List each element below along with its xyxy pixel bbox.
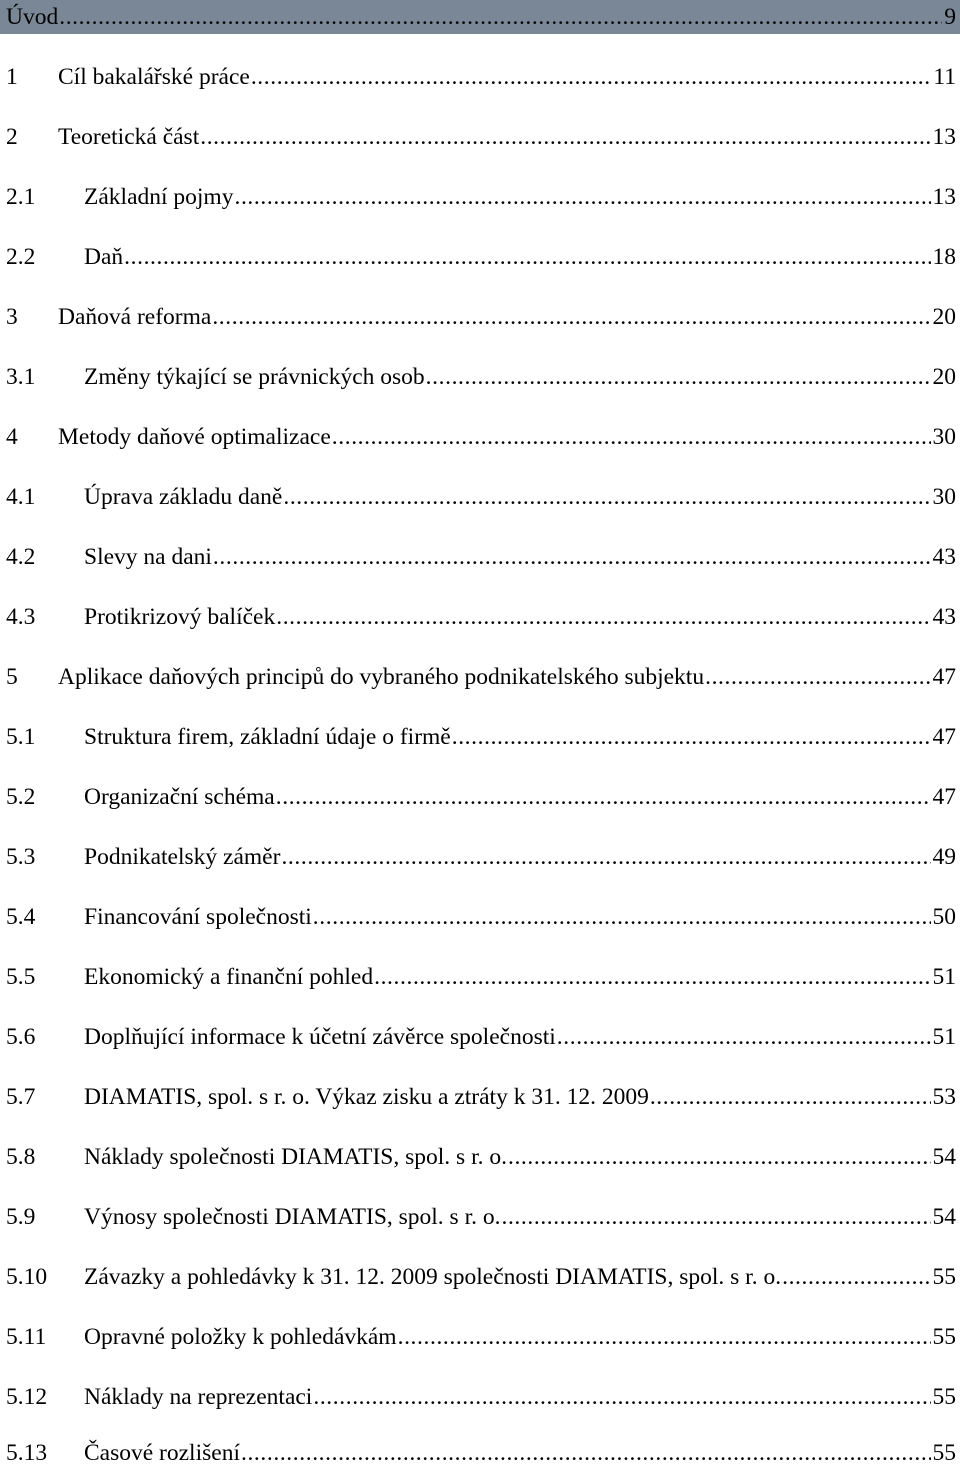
dot-leader: [501, 1200, 930, 1234]
toc-entry-title: Cíl bakalářské práce: [58, 64, 250, 90]
toc-entry-line: [58, 60, 956, 94]
toc-entry-5-1[interactable]: [0, 720, 960, 754]
toc-entry-number: 4.2: [6, 544, 36, 570]
toc-entry-number: 2.1: [6, 184, 36, 210]
toc-entry-title: Aplikace daňových principů do vybraného podnikatelského subjektu: [58, 664, 705, 690]
toc-entry-line: [84, 780, 956, 814]
toc-entry-title: Protikrizový balíček: [84, 604, 276, 630]
toc-entry-page: 30: [932, 484, 956, 510]
toc-entry-title: Doplňující informace k účetní závěrce společnosti: [84, 1024, 556, 1050]
toc-entry-uvod[interactable]: [0, 0, 960, 34]
toc-entry-3-1[interactable]: [0, 360, 960, 394]
toc-entry-line: [84, 600, 956, 634]
toc-entry-5-9[interactable]: [0, 1200, 960, 1234]
toc-entry-title: Metody daňové optimalizace: [58, 424, 331, 450]
toc-entry-page: 9: [944, 4, 956, 30]
toc-entry-line: [84, 840, 956, 874]
toc-entry-line: [58, 420, 956, 454]
toc-entry-line: [58, 660, 956, 694]
toc-entry-5-12[interactable]: [0, 1380, 960, 1414]
dot-leader: [276, 600, 930, 634]
dot-leader: [59, 0, 942, 34]
dot-leader: [200, 120, 930, 154]
toc-entry-title: Daň: [84, 244, 124, 270]
toc-entry-page: 54: [932, 1144, 956, 1170]
toc-entry-number: 4.1: [6, 484, 36, 510]
toc-entry-5-10[interactable]: [0, 1260, 960, 1294]
toc-entry-title: Struktura firem, základní údaje o firmě: [84, 724, 451, 750]
dot-leader: [508, 1140, 931, 1174]
toc-entry-line: [84, 1200, 956, 1234]
toc-entry-5-8[interactable]: [0, 1140, 960, 1174]
dot-leader: [650, 1080, 931, 1114]
toc-entry-title: Podnikatelský záměr: [84, 844, 281, 870]
toc-entry-number: 5.6: [6, 1024, 36, 1050]
toc-entry-title: Náklady na reprezentaci: [84, 1384, 313, 1410]
dot-leader: [283, 480, 930, 514]
toc-entry-title: Organizační schéma: [84, 784, 275, 810]
toc-entry-2[interactable]: [0, 120, 960, 154]
toc-entry-line: [84, 480, 956, 514]
toc-entry-number: 5.8: [6, 1144, 36, 1170]
toc-entry-page: 11: [933, 64, 956, 90]
dot-leader: [234, 180, 930, 214]
toc-entry-page: 55: [932, 1264, 956, 1290]
dot-leader: [374, 960, 930, 994]
dot-leader: [313, 900, 931, 934]
toc-entry-5-7[interactable]: [0, 1080, 960, 1114]
toc-entry-number: 5.3: [6, 844, 36, 870]
toc-entry-page: 51: [932, 964, 956, 990]
toc-entry-5[interactable]: [0, 660, 960, 694]
toc-entry-4[interactable]: [0, 420, 960, 454]
toc-entry-line: [6, 0, 956, 34]
toc-entry-line: [84, 1436, 956, 1470]
toc-entry-5-5[interactable]: [0, 960, 960, 994]
toc-entry-line: [84, 1080, 956, 1114]
toc-entry-page: 30: [932, 424, 956, 450]
dot-leader: [452, 720, 931, 754]
toc-entry-line: [58, 300, 956, 334]
dot-leader: [426, 360, 931, 394]
toc-entry-5-2[interactable]: [0, 780, 960, 814]
dot-leader: [276, 780, 931, 814]
dot-leader: [213, 540, 931, 574]
toc-entry-page: 55: [932, 1440, 956, 1466]
toc-entry-page: 53: [932, 1084, 956, 1110]
toc-entry-page: 54: [932, 1204, 956, 1230]
toc-entry-number: 5.10: [6, 1264, 48, 1290]
toc-entry-page: 55: [932, 1324, 956, 1350]
toc-entry-title: Úvod: [6, 4, 59, 30]
dot-leader: [398, 1320, 931, 1354]
toc-entry-2-2[interactable]: [0, 240, 960, 274]
toc-entry-title: Opravné položky k pohledávkám: [84, 1324, 397, 1350]
dot-leader: [332, 420, 931, 454]
toc-entry-title: Časové rozlišení: [84, 1440, 240, 1466]
toc-entry-title: Změny týkající se právnických osob: [84, 364, 425, 390]
toc-entry-title: Ekonomický a finanční pohled: [84, 964, 374, 990]
toc-entry-5-4[interactable]: [0, 900, 960, 934]
dot-leader: [782, 1260, 930, 1294]
toc-entry-line: [84, 1320, 956, 1354]
toc-entry-page: 18: [932, 244, 956, 270]
toc-entry-4-2[interactable]: [0, 540, 960, 574]
toc-entry-line: [84, 1020, 956, 1054]
toc-entry-5-13[interactable]: [0, 1436, 960, 1470]
toc-entry-page: 50: [932, 904, 956, 930]
toc-entry-5-3[interactable]: [0, 840, 960, 874]
dot-leader: [281, 840, 930, 874]
toc-entry-2-1[interactable]: [0, 180, 960, 214]
toc-entry-number: 2.2: [6, 244, 36, 270]
toc-entry-line: [84, 1140, 956, 1174]
toc-entry-5-6[interactable]: [0, 1020, 960, 1054]
toc-entry-number: 5.11: [6, 1324, 47, 1350]
toc-entry-line: [84, 960, 956, 994]
toc-entry-number: 5.13: [6, 1440, 48, 1466]
toc-entry-5-11[interactable]: [0, 1320, 960, 1354]
dot-leader: [241, 1436, 931, 1470]
toc-entry-3[interactable]: [0, 300, 960, 334]
dot-leader: [212, 300, 930, 334]
dot-leader: [124, 240, 930, 274]
toc-entry-title: Závazky a pohledávky k 31. 12. 2009 společnosti DIAMATIS, spol. s r. o.: [84, 1264, 782, 1290]
toc-entry-page: 51: [932, 1024, 956, 1050]
toc-entry-number: 3: [6, 304, 18, 330]
toc-entry-number: 3.1: [6, 364, 36, 390]
toc-entry-line: [84, 720, 956, 754]
toc-entry-number: 5.5: [6, 964, 36, 990]
toc-entry-page: 13: [932, 124, 956, 150]
toc-entry-number: 5.7: [6, 1084, 36, 1110]
dot-leader: [251, 60, 932, 94]
toc-entry-4-1[interactable]: [0, 480, 960, 514]
toc-entry-line: [84, 540, 956, 574]
toc-entry-number: 2: [6, 124, 18, 150]
toc-entry-title: DIAMATIS, spol. s r. o. Výkaz zisku a ztráty k 31. 12. 2009: [84, 1084, 649, 1110]
toc-entry-1[interactable]: [0, 60, 960, 94]
toc-entry-number: 5.1: [6, 724, 36, 750]
toc-entry-title: Teoretická část: [58, 124, 200, 150]
toc-entry-page: 47: [932, 724, 956, 750]
toc-entry-number: 4.3: [6, 604, 36, 630]
toc-entry-line: [84, 360, 956, 394]
toc-entry-page: 20: [932, 304, 956, 330]
dot-leader: [705, 660, 930, 694]
toc-entry-page: 43: [932, 544, 956, 570]
toc-entry-page: 55: [932, 1384, 956, 1410]
toc-entry-line: [84, 180, 956, 214]
toc-entry-number: 5.2: [6, 784, 36, 810]
toc-entry-number: 1: [6, 64, 18, 90]
dot-leader: [557, 1020, 931, 1054]
toc-entry-line: [84, 1380, 956, 1414]
toc-entry-line: [84, 900, 956, 934]
toc-entry-number: 5.9: [6, 1204, 36, 1230]
toc-entry-page: 20: [932, 364, 956, 390]
toc-entry-number: 5: [6, 664, 18, 690]
toc-entry-title: Úprava základu daně: [84, 484, 283, 510]
toc-entry-title: Slevy na dani: [84, 544, 212, 570]
toc-entry-page: 49: [932, 844, 956, 870]
toc-entry-page: 43: [932, 604, 956, 630]
toc-entry-title: Výnosy společnosti DIAMATIS, spol. s r. o.: [84, 1204, 501, 1230]
toc-entry-line: [84, 1260, 956, 1294]
toc-entry-page: 47: [932, 784, 956, 810]
toc-entry-title: Financování společnosti: [84, 904, 312, 930]
toc-entry-page: 47: [932, 664, 956, 690]
toc-entry-number: 4: [6, 424, 18, 450]
toc-entry-title: Daňová reforma: [58, 304, 212, 330]
toc-entry-line: [84, 240, 956, 274]
toc-entry-title: Náklady společnosti DIAMATIS, spol. s r. o.: [84, 1144, 507, 1170]
toc-entry-number: 5.4: [6, 904, 36, 930]
toc-entry-number: 5.12: [6, 1384, 48, 1410]
toc-entry-page: 13: [932, 184, 956, 210]
toc-entry-4-3[interactable]: [0, 600, 960, 634]
toc-entry-line: [58, 120, 956, 154]
toc-entry-title: Základní pojmy: [84, 184, 234, 210]
dot-leader: [313, 1380, 930, 1414]
